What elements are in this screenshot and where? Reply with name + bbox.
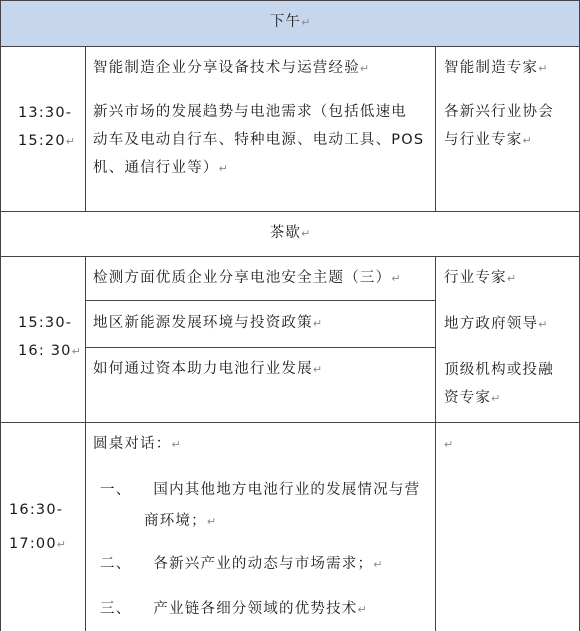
- speaker-line: 与行业专家↵: [444, 132, 532, 148]
- roundtable-item: [100, 476, 433, 536]
- roundtable-item: 三、 产业链各细分领域的优势技术↵: [100, 601, 367, 617]
- speakers-cell: [444, 264, 578, 413]
- time-start: 13:30-: [18, 105, 73, 121]
- speaker-line: 地方政府领导↵: [444, 316, 548, 332]
- break-label: 茶歇: [269, 225, 302, 241]
- grid-line: [85, 347, 436, 348]
- grid-line: [435, 46, 436, 211]
- time-end: 15:20↵: [18, 133, 76, 149]
- time-end: 17:00↵: [9, 536, 67, 552]
- break-row: 茶歇↵: [269, 225, 311, 241]
- speakers-cell: [444, 54, 578, 155]
- topic-cell: 地区新能源发展环境与投资政策↵: [93, 315, 323, 331]
- item-line: 商环境；↵: [144, 513, 217, 529]
- time-end: 16: 30↵: [18, 343, 81, 359]
- roundtable-cell: [93, 430, 433, 459]
- speaker-line: 各新兴行业协会: [444, 104, 554, 120]
- time-start: 16:30-: [9, 502, 64, 518]
- topic-line: 智能制造企业分享设备技术与运营经验↵: [93, 60, 370, 76]
- header-title: [0, 8, 580, 37]
- grid-line: [0, 422, 580, 423]
- topic-cell: 检测方面优质企业分享电池安全主题（三）↵: [93, 270, 401, 286]
- speaker-line: 行业专家↵: [444, 270, 517, 286]
- item-line: 一、 国内其他地方电池行业的发展情况与营: [100, 482, 421, 498]
- speaker-line: 智能制造专家↵: [444, 60, 548, 76]
- topic-line: 机、通信行业等）↵: [93, 160, 228, 176]
- empty-speaker-cell: ↵: [444, 438, 454, 451]
- grid-line: [85, 300, 436, 301]
- grid-line: [85, 256, 86, 631]
- grid-line: [0, 0, 580, 1]
- grid-line: [0, 46, 580, 47]
- roundtable-title: 圆桌对话：↵: [93, 436, 181, 452]
- topics-cell: [93, 54, 433, 183]
- header-title-text: 下午: [269, 14, 302, 30]
- topic-line: 新兴市场的发展趋势与电池需求（包括低速电: [93, 104, 407, 120]
- grid-line: [0, 211, 580, 212]
- grid-line: [435, 256, 436, 631]
- speaker-line: 资专家↵: [444, 390, 501, 406]
- time-cell: [0, 99, 85, 156]
- paragraph-mark: ↵: [301, 16, 311, 29]
- topic-line: 动车及电动自行车、特种电源、电动工具、POS: [93, 132, 425, 148]
- grid-line: [85, 46, 86, 211]
- roundtable-item: 二、 各新兴产业的动态与市场需求；↵: [100, 556, 383, 572]
- topic-cell: 如何通过资本助力电池行业发展↵: [93, 361, 323, 377]
- time-start: 15:30-: [18, 315, 73, 331]
- time-cell: [0, 496, 85, 559]
- grid-line: [0, 256, 580, 257]
- speaker-line: 顶级机构或投融: [444, 362, 554, 378]
- time-cell: [0, 309, 85, 366]
